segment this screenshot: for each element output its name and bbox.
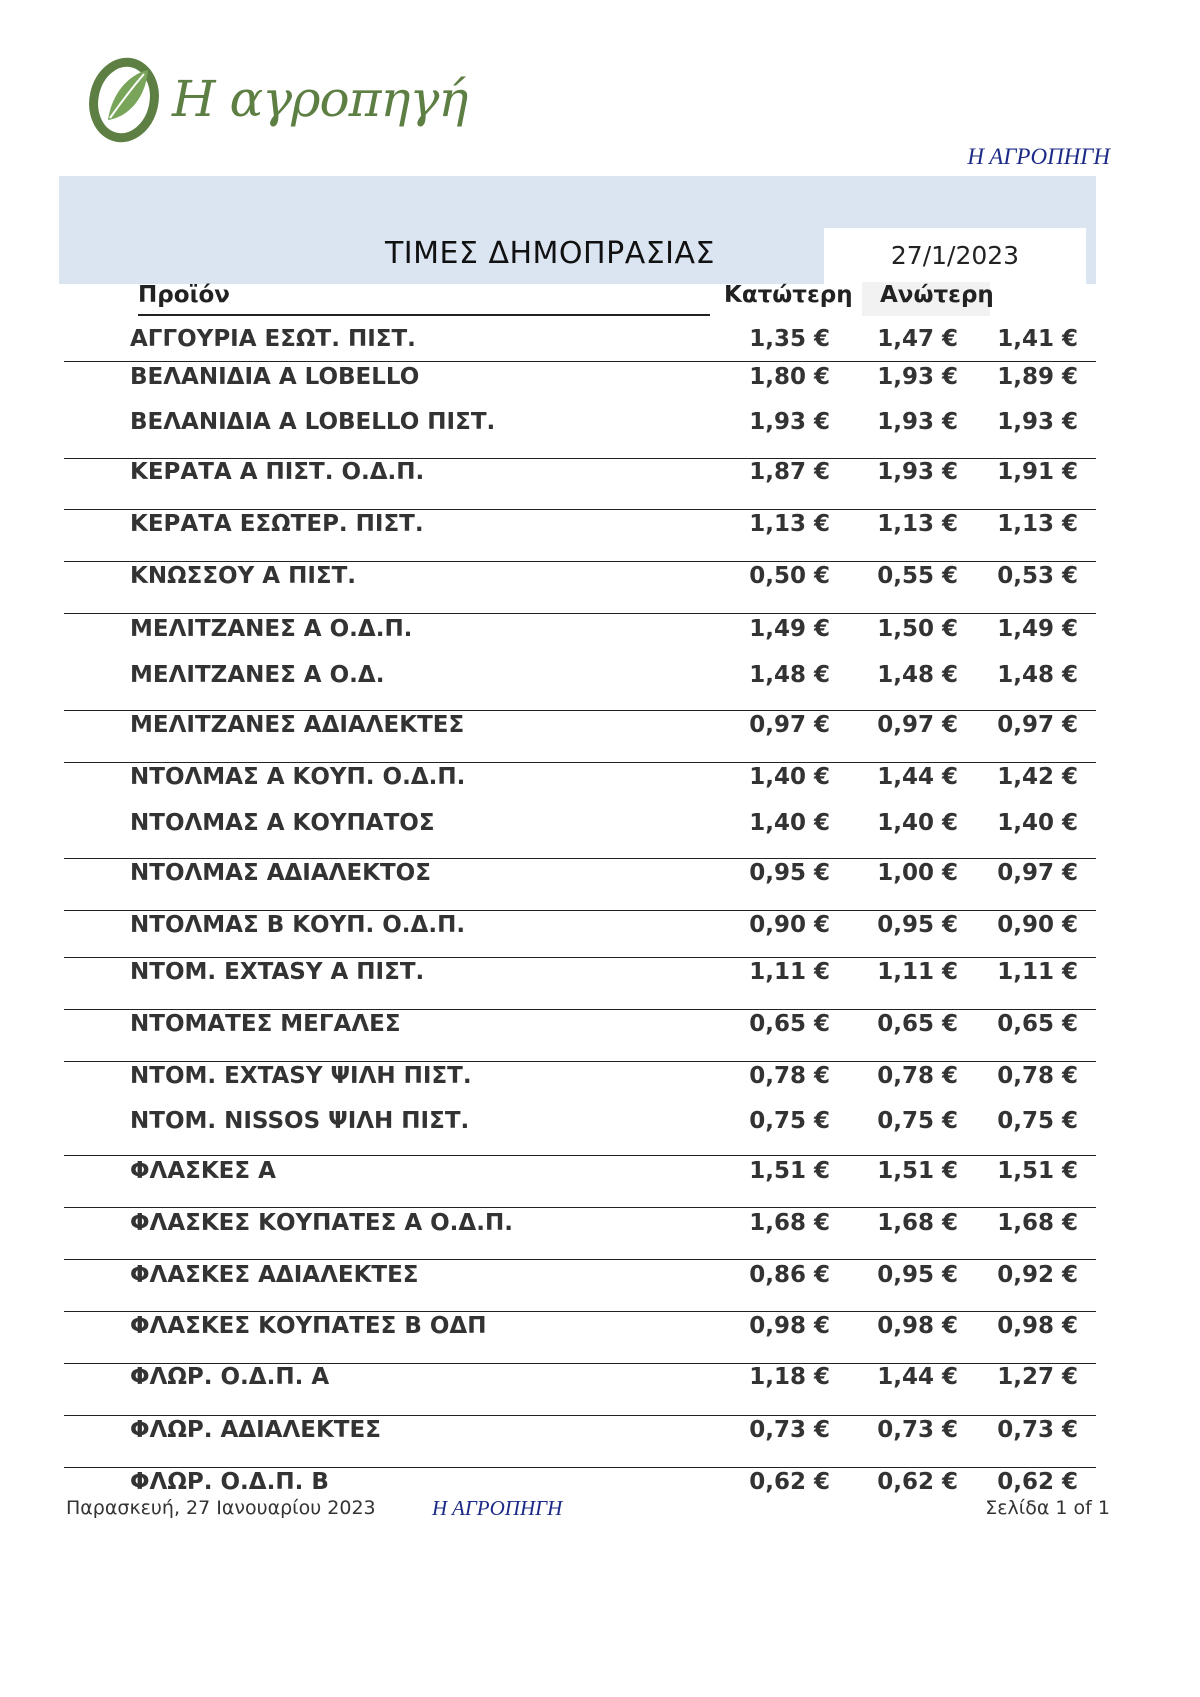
- price-average: 1,49 €: [997, 616, 1078, 642]
- price-high: 0,55 €: [877, 563, 958, 589]
- table-row: [0, 1007, 1200, 1047]
- table-row: [0, 1413, 1200, 1453]
- table-row: [0, 1258, 1200, 1298]
- price-low: 1,18 €: [749, 1364, 830, 1390]
- price-high: 1,44 €: [877, 1364, 958, 1390]
- table-row: [0, 360, 1200, 400]
- company-name-header: Η ΑΓΡΟΠΗΓΗ: [967, 144, 1110, 169]
- column-header-low: Κατώτερη: [724, 282, 853, 308]
- price-average: 1,93 €: [997, 409, 1078, 435]
- price-average: 0,97 €: [997, 712, 1078, 738]
- price-low: 1,68 €: [749, 1210, 830, 1236]
- price-high: 0,98 €: [877, 1313, 958, 1339]
- price-low: 1,87 €: [749, 459, 830, 485]
- price-high: 1,00 €: [877, 860, 958, 886]
- price-average: 0,53 €: [997, 563, 1078, 589]
- price-average: 1,48 €: [997, 662, 1078, 688]
- column-header-product: Προϊόν: [138, 282, 710, 316]
- price-low: 1,13 €: [749, 511, 830, 537]
- footer-page-number: Σελίδα 1 of 1: [985, 1497, 1110, 1519]
- price-low: 0,50 €: [749, 563, 830, 589]
- price-average: 0,75 €: [997, 1108, 1078, 1134]
- product-name: ΜΕΛΙΤΖΑΝΕΣ ΑΔΙΑΛΕΚΤΕΣ: [130, 712, 465, 738]
- price-high: 0,65 €: [877, 1011, 958, 1037]
- price-high: 1,47 €: [877, 326, 958, 352]
- price-low: 0,62 €: [749, 1469, 830, 1495]
- page-title: ΤΙΜΕΣ ΔΗΜΟΠΡΑΣΙΑΣ: [384, 236, 716, 271]
- product-name: ΑΓΓΟΥΡΙΑ ΕΣΩΤ. ΠΙΣΤ.: [130, 326, 416, 352]
- product-name: ΚΕΡΑΤΑ Α ΠΙΣΤ. Ο.Δ.Π.: [130, 459, 425, 485]
- price-high: 1,93 €: [877, 364, 958, 390]
- product-name: ΒΕΛΑΝΙΔΙΑ Α LOBELLO ΠΙΣΤ.: [130, 409, 496, 435]
- price-high: 1,93 €: [877, 459, 958, 485]
- table-row: [0, 1154, 1200, 1194]
- price-high: 0,75 €: [877, 1108, 958, 1134]
- table-row: [0, 856, 1200, 896]
- price-low: 1,51 €: [749, 1158, 830, 1184]
- price-average: 0,92 €: [997, 1262, 1078, 1288]
- product-name: ΜΕΛΙΤΖΑΝΕΣ Α Ο.Δ.Π.: [130, 616, 413, 642]
- product-name: ΚΕΡΑΤΑ ΕΣΩΤΕΡ. ΠΙΣΤ.: [130, 511, 424, 537]
- price-low: 1,40 €: [749, 810, 830, 836]
- table-row: [0, 760, 1200, 800]
- price-high: 0,62 €: [877, 1469, 958, 1495]
- price-high: 1,50 €: [877, 616, 958, 642]
- price-high: 1,11 €: [877, 959, 958, 985]
- price-average: 1,89 €: [997, 364, 1078, 390]
- price-average: 1,91 €: [997, 459, 1078, 485]
- product-name: ΒΕΛΑΝΙΔΙΑ Α LOBELLO: [130, 364, 420, 390]
- price-average: 0,73 €: [997, 1417, 1078, 1443]
- price-high: 0,78 €: [877, 1063, 958, 1089]
- price-average: 1,42 €: [997, 764, 1078, 790]
- price-average: 0,65 €: [997, 1011, 1078, 1037]
- price-low: 1,93 €: [749, 409, 830, 435]
- table-row: [0, 1104, 1200, 1144]
- table-row: [0, 405, 1200, 445]
- price-high: 1,93 €: [877, 409, 958, 435]
- table-row: [0, 806, 1200, 846]
- table-row: [0, 612, 1200, 652]
- price-average: 0,98 €: [997, 1313, 1078, 1339]
- product-name: ΝΤΟΛΜΑΣ Α ΚΟΥΠΑΤΟΣ: [130, 810, 435, 836]
- price-low: 1,48 €: [749, 662, 830, 688]
- product-name: ΦΛΩΡ. Ο.Δ.Π. Α: [130, 1364, 330, 1390]
- table-row: [0, 455, 1200, 495]
- price-average: 1,40 €: [997, 810, 1078, 836]
- price-average: 1,13 €: [997, 511, 1078, 537]
- product-name: ΦΛΑΣΚΕΣ ΚΟΥΠΑΤΕΣ Β ΟΔΠ: [130, 1313, 487, 1339]
- price-average: 1,41 €: [997, 326, 1078, 352]
- footer-date: Παρασκευή, 27 Ιανουαρίου 2023: [66, 1497, 376, 1519]
- price-low: 0,65 €: [749, 1011, 830, 1037]
- price-low: 1,49 €: [749, 616, 830, 642]
- price-low: 1,11 €: [749, 959, 830, 985]
- price-average: 0,62 €: [997, 1469, 1078, 1495]
- product-name: ΦΛΑΣΚΕΣ Α: [130, 1158, 276, 1184]
- table-row: [0, 1360, 1200, 1400]
- price-high: 1,40 €: [877, 810, 958, 836]
- table-row: [0, 1206, 1200, 1246]
- product-name: ΦΛΑΣΚΕΣ ΚΟΥΠΑΤΕΣ Α Ο.Δ.Π.: [130, 1210, 513, 1236]
- date-box: [824, 228, 1086, 284]
- table-row: [0, 708, 1200, 748]
- company-logo: [86, 50, 468, 150]
- price-low: 0,90 €: [749, 912, 830, 938]
- price-low: 0,97 €: [749, 712, 830, 738]
- product-name: ΝΤΟΛΜΑΣ Β ΚΟΥΠ. Ο.Δ.Π.: [130, 912, 466, 938]
- price-low: 0,75 €: [749, 1108, 830, 1134]
- product-name: ΝΤΟΜ. NISSOS ΨΙΛΗ ΠΙΣΤ.: [130, 1108, 470, 1134]
- price-average: 1,11 €: [997, 959, 1078, 985]
- product-name: ΝΤΟΜ. EXTASY Α ΠΙΣΤ.: [130, 959, 425, 985]
- price-average: 1,68 €: [997, 1210, 1078, 1236]
- price-low: 0,98 €: [749, 1313, 830, 1339]
- price-average: 0,97 €: [997, 860, 1078, 886]
- price-high: 0,97 €: [877, 712, 958, 738]
- price-high: 1,44 €: [877, 764, 958, 790]
- price-high: 1,13 €: [877, 511, 958, 537]
- table-row: [0, 908, 1200, 948]
- table-row: [0, 1309, 1200, 1349]
- price-low: 0,86 €: [749, 1262, 830, 1288]
- auction-date: 27/1/2023: [890, 241, 1020, 270]
- leaf-logo-icon: [86, 54, 164, 144]
- table-row: [0, 559, 1200, 599]
- logo-text: Η αγροπηγή: [172, 70, 468, 128]
- price-average: 0,90 €: [997, 912, 1078, 938]
- price-average: 0,78 €: [997, 1063, 1078, 1089]
- table-row: [0, 322, 1200, 362]
- price-high: 1,51 €: [877, 1158, 958, 1184]
- price-low: 1,40 €: [749, 764, 830, 790]
- price-average: 1,51 €: [997, 1158, 1078, 1184]
- product-name: ΦΛΑΣΚΕΣ ΑΔΙΑΛΕΚΤΕΣ: [130, 1262, 419, 1288]
- price-low: 0,73 €: [749, 1417, 830, 1443]
- price-high: 1,48 €: [877, 662, 958, 688]
- table-row: [0, 658, 1200, 698]
- price-high: 0,95 €: [877, 912, 958, 938]
- table-row: [0, 1059, 1200, 1099]
- table-row: [0, 955, 1200, 995]
- product-name: ΝΤΟΛΜΑΣ ΑΔΙΑΛΕΚΤΟΣ: [130, 860, 431, 886]
- product-name: ΜΕΛΙΤΖΑΝΕΣ Α Ο.Δ.: [130, 662, 385, 688]
- product-name: ΝΤΟΜ. EXTASY ΨΙΛΗ ΠΙΣΤ.: [130, 1063, 472, 1089]
- price-high: 0,73 €: [877, 1417, 958, 1443]
- footer-company: Η ΑΓΡΟΠΗΓΗ: [432, 1496, 563, 1520]
- column-header-high: Ανώτερη: [880, 282, 994, 308]
- product-name: ΦΛΩΡ. Ο.Δ.Π. Β: [130, 1469, 329, 1495]
- product-name: ΦΛΩΡ. ΑΔΙΑΛΕΚΤΕΣ: [130, 1417, 381, 1443]
- price-high: 1,68 €: [877, 1210, 958, 1236]
- product-name: ΝΤΟΛΜΑΣ Α ΚΟΥΠ. Ο.Δ.Π.: [130, 764, 466, 790]
- price-low: 1,80 €: [749, 364, 830, 390]
- price-low: 1,35 €: [749, 326, 830, 352]
- price-average: 1,27 €: [997, 1364, 1078, 1390]
- table-row: [0, 507, 1200, 547]
- product-name: ΚΝΩΣΣΟΥ Α ΠΙΣΤ.: [130, 563, 357, 589]
- price-low: 0,78 €: [749, 1063, 830, 1089]
- price-high: 0,95 €: [877, 1262, 958, 1288]
- product-name: ΝΤΟΜΑΤΕΣ ΜΕΓΑΛΕΣ: [130, 1011, 401, 1037]
- price-low: 0,95 €: [749, 860, 830, 886]
